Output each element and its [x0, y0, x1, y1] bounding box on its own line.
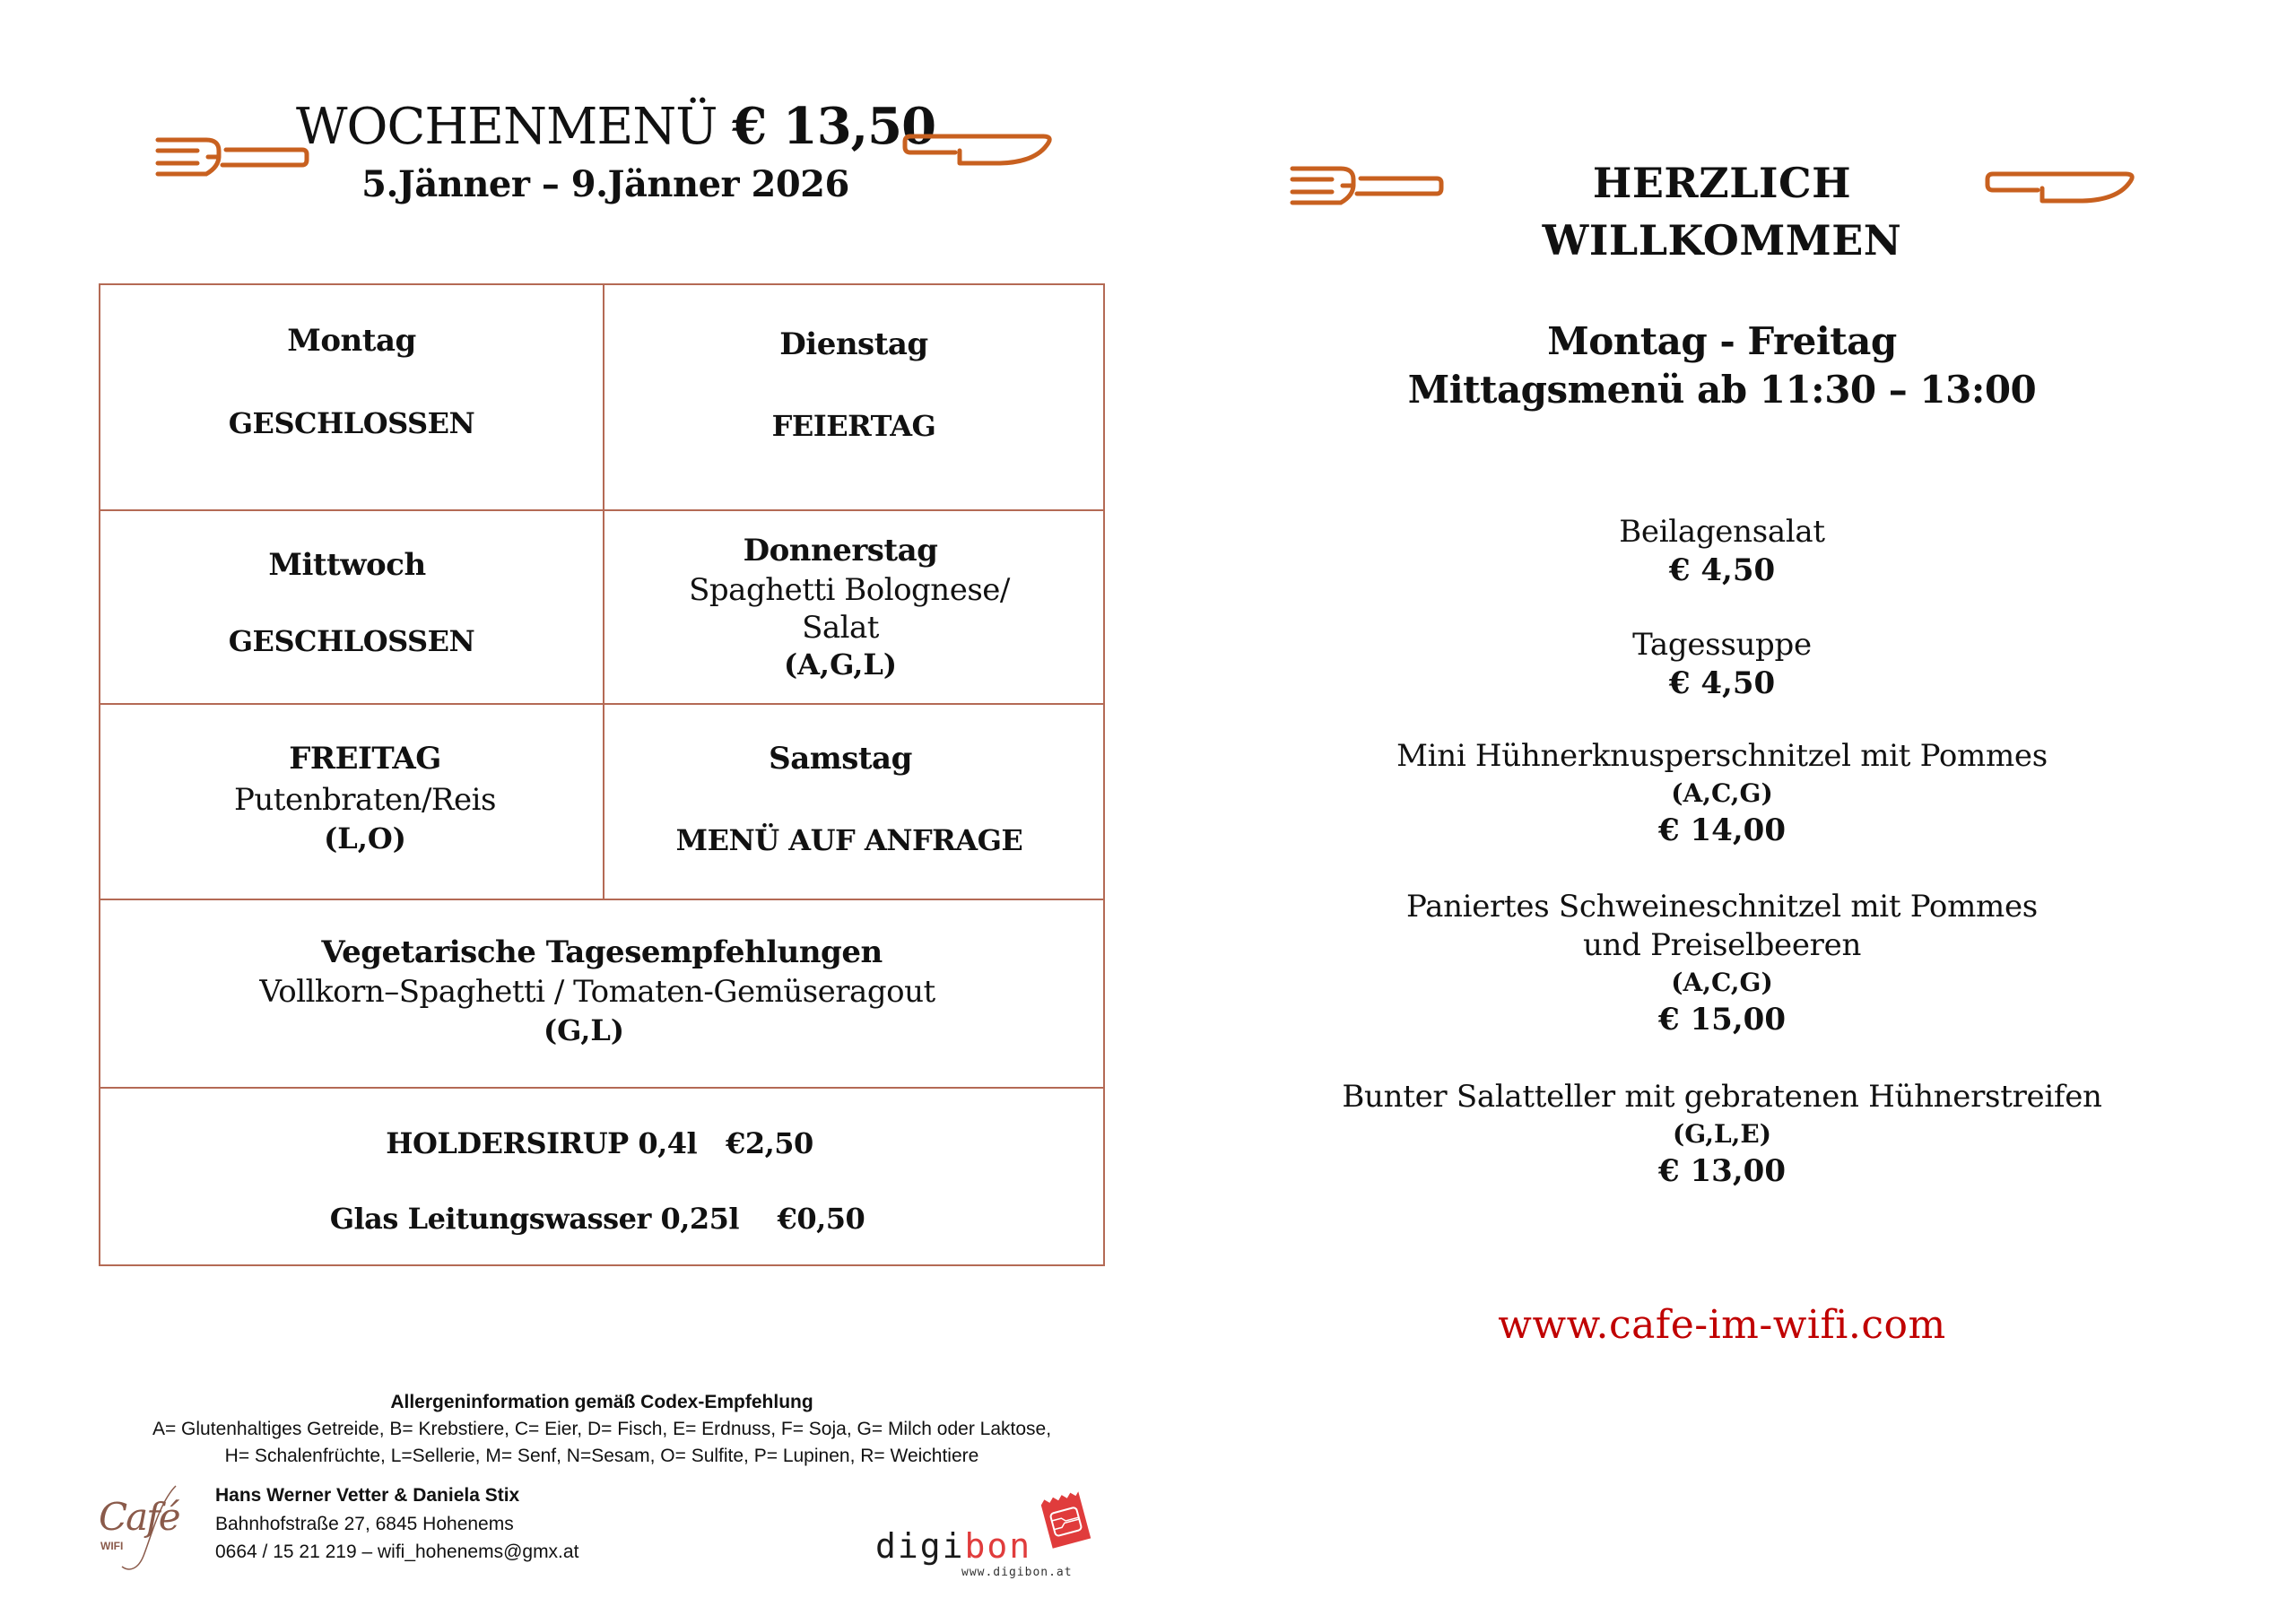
allergen-info-line: A= Glutenhaltiges Getreide, B= Krebstiere, C= Eier, D= Fisch, E= Erdnuss, F= Soja, G= Milch oder Laktose,	[152, 1419, 1052, 1439]
allergen-codes: (A,G,L)	[783, 647, 898, 682]
allergen-info-title: Allergeninformation gemäß Codex-Empfehlung	[390, 1392, 813, 1412]
day-cell-mittwoch	[100, 511, 603, 703]
dish-name-cont: Salat	[802, 610, 879, 646]
cafe-wifi-logo	[97, 1484, 187, 1574]
menu-item-price: € 14,00	[1658, 812, 1786, 848]
drink-item	[91, 1202, 1103, 1236]
drink-item	[96, 1126, 1103, 1160]
day-status: GESCHLOSSEN	[228, 406, 475, 440]
vegetarian-title: Vegetarische Tagesempfehlungen	[321, 934, 883, 970]
digibon-wordmark-red: bon	[964, 1526, 1032, 1566]
menu-item-allergens: (A,C,G)	[1671, 968, 1773, 997]
knife-icon	[1984, 170, 2141, 206]
weekly-menu-table	[99, 283, 1105, 1266]
day-label: Samstag	[769, 741, 912, 777]
menu-item-price: € 4,50	[1668, 665, 1776, 701]
day-status: GESCHLOSSEN	[228, 624, 475, 658]
menu-item-name-cont: und Preiselbeeren	[1582, 927, 1862, 963]
menu-item-allergens: (A,C,G)	[1671, 778, 1773, 808]
website-link[interactable]: www.cafe-im-wifi.com	[1498, 1302, 1946, 1348]
lunch-hours: Mittagsmenü ab 11:30 – 13:00	[1407, 368, 2037, 412]
menu-item-allergens: (G,L,E)	[1673, 1119, 1771, 1149]
menu-item-price: € 15,00	[1658, 1002, 1786, 1038]
knife-icon	[901, 133, 1058, 169]
cafe-logo-script: Café	[99, 1495, 179, 1539]
allergen-info-line: H= Schalenfrüchte, L=Sellerie, M= Senf, N=Sesam, O= Sulfite, P= Lupinen, R= Weichtiere	[224, 1446, 979, 1466]
day-label: FREITAG	[289, 741, 441, 777]
digibon-wordmark-dark: digi	[875, 1526, 965, 1566]
menu-item	[1292, 513, 2152, 589]
cafe-logo-sub: WIFI	[100, 1540, 124, 1552]
menu-item	[1292, 737, 2152, 849]
day-cell-freitag	[100, 705, 603, 899]
day-cell-donnerstag	[604, 511, 1103, 703]
menu-item-price: € 4,50	[1668, 552, 1776, 588]
day-label: Mittwoch	[268, 547, 426, 583]
weekly-menu-price: € 13,50	[732, 97, 936, 156]
drinks-cell	[100, 1089, 1103, 1264]
contact-info: 0664 / 15 21 219 – wifi_hohenems@gmx.at	[215, 1541, 579, 1562]
drink-label: Glas Leitungswasser 0,25l	[329, 1202, 740, 1236]
fork-icon	[154, 135, 311, 179]
menu-item	[1292, 888, 2152, 1038]
digibon-url: www.digibon.at	[961, 1566, 1073, 1579]
address: Bahnhofstraße 27, 6845 Hohenems	[215, 1514, 514, 1534]
opening-days: Montag - Freitag	[1547, 319, 1897, 363]
allergen-codes: (G,L)	[543, 1013, 625, 1047]
menu-item-name: Tagessuppe	[1632, 627, 1812, 663]
menu-item-name: Beilagensalat	[1619, 514, 1825, 550]
day-label: Dienstag	[779, 326, 928, 362]
menu-item-name: Paniertes Schweineschnitzel mit Pommes	[1406, 889, 2038, 925]
digibon-wordmark	[875, 1526, 1031, 1566]
owners: Hans Werner Vetter & Daniela Stix	[215, 1485, 520, 1506]
menu-item-name: Bunter Salatteller mit gebratenen Hühnerstreifen	[1342, 1079, 2102, 1115]
weekly-menu-label: WOCHENMENÜ	[296, 98, 718, 156]
day-label: Montag	[287, 323, 416, 359]
menu-item	[1292, 626, 2152, 702]
weekly-menu-title	[296, 97, 936, 156]
welcome-line: HERZLICH	[1592, 159, 1852, 207]
receipt-icon	[1039, 1490, 1092, 1550]
day-cell-montag	[100, 285, 603, 509]
menu-item	[1292, 1078, 2152, 1190]
welcome-title	[1471, 154, 1973, 269]
drink-price: €0,50	[777, 1202, 865, 1236]
menu-item-price: € 13,00	[1658, 1153, 1786, 1189]
dish-name: Putenbraten/Reis	[234, 782, 496, 818]
menu-item-name: Mini Hühnerknusperschnitzel mit Pommes	[1396, 738, 2048, 774]
week-dates: 5.Jänner – 9.Jänner 2026	[361, 163, 849, 205]
day-status: MENÜ AUF ANFRAGE	[675, 823, 1023, 857]
day-label: Donnerstag	[743, 533, 938, 569]
day-cell-samstag	[604, 705, 1103, 899]
dish-name: Spaghetti Bolognese/	[689, 572, 1010, 608]
day-status: FEIERTAG	[771, 409, 936, 443]
allergen-codes: (L,O)	[324, 821, 406, 855]
welcome-line: WILLKOMMEN	[1542, 216, 1902, 265]
day-cell-dienstag	[604, 285, 1103, 509]
drink-label: HOLDERSIRUP 0,4l	[386, 1126, 698, 1160]
vegetarian-dish: Vollkorn–Spaghetti / Tomaten-Gemüseragout	[259, 974, 935, 1010]
drink-price: €2,50	[726, 1126, 813, 1160]
fork-icon	[1289, 163, 1446, 208]
digibon-logo	[870, 1489, 1094, 1578]
vegetarian-cell	[100, 900, 1103, 1087]
